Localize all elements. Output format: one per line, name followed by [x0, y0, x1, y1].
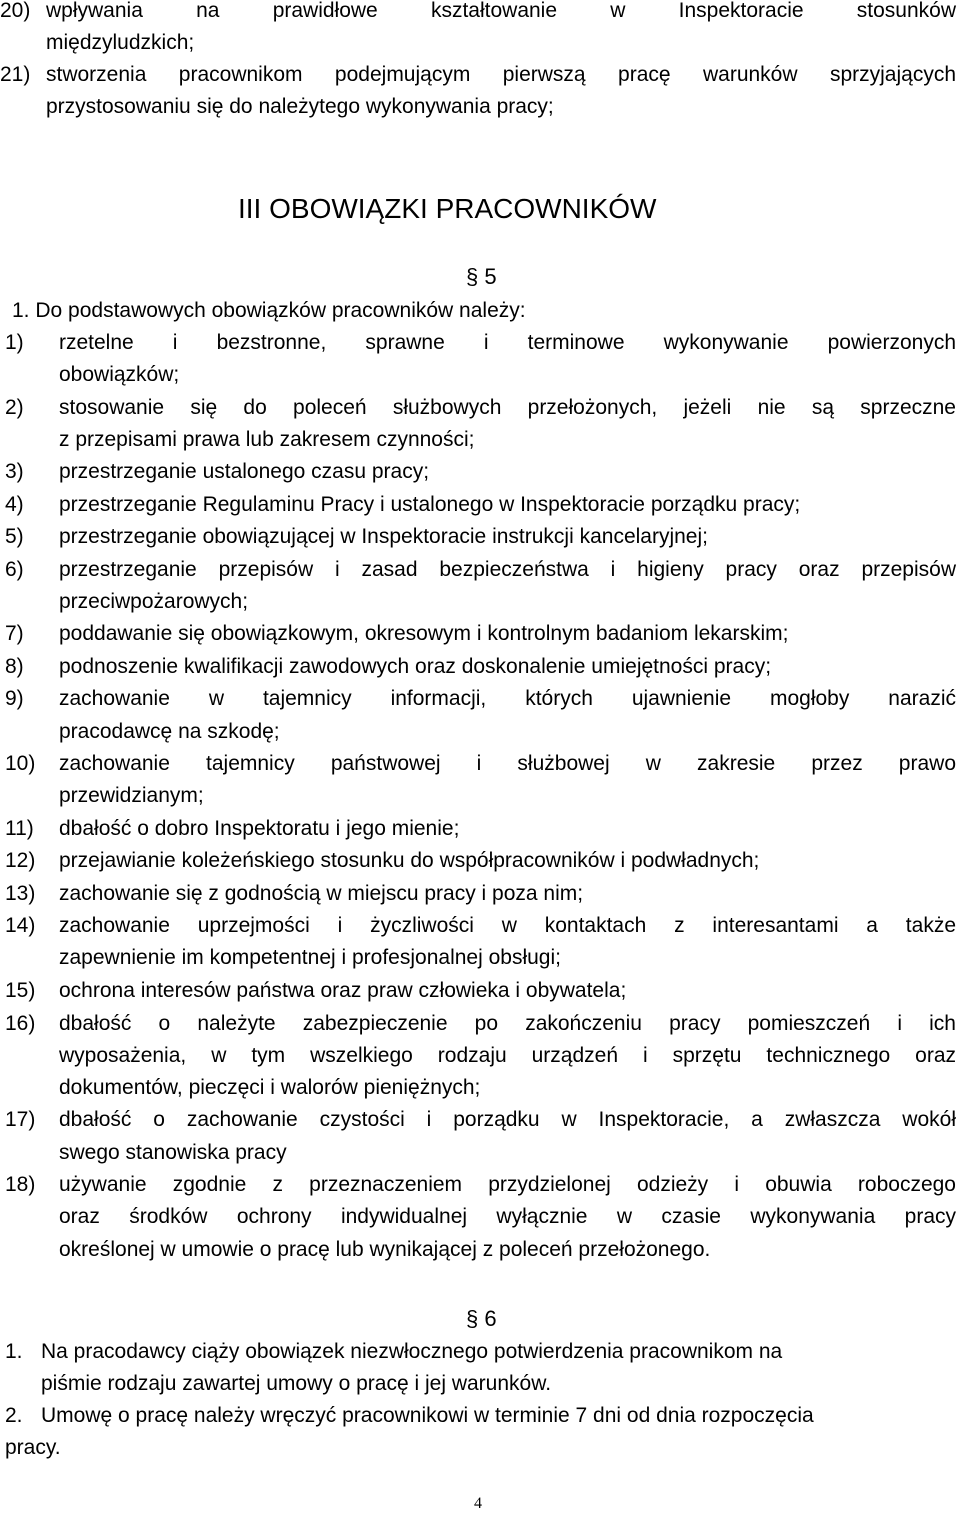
- item-number: 15): [5, 979, 36, 1002]
- item-text-line: przeciwpożarowych;: [59, 590, 249, 613]
- item-text-line: rzetelne i bezstronne, sprawne i terminowe wykonywanie powierzonych: [59, 331, 956, 354]
- item-number: 8): [5, 655, 24, 678]
- item-number: 20): [0, 0, 31, 22]
- item-text-line: dbałość o zachowanie czystości i porządku w Inspektoracie, a zwłaszcza wokół: [59, 1108, 956, 1131]
- item-number: 12): [5, 849, 36, 872]
- item-number: 14): [5, 914, 36, 937]
- item-text-line: z przepisami prawa lub zakresem czynności;: [59, 428, 475, 451]
- item-text-line: swego stanowiska pracy: [59, 1141, 287, 1164]
- item-text-line: przestrzeganie Regulaminu Pracy i ustalonego w Inspektoracie porządku pracy;: [59, 493, 801, 516]
- item-text-line: wyposażenia, w tym wszelkiego rodzaju urządzeń i sprzętu technicznego oraz: [59, 1044, 956, 1067]
- item-text-line: zapewnienie im kompetentnej i profesjonalnej obsługi;: [59, 946, 561, 969]
- item-text-line: wpływania na prawidłowe kształtowanie w Inspektoracie stosunków: [46, 0, 956, 22]
- item-text-line: międzyludzkich;: [46, 31, 195, 54]
- item-text-line: Na pracodawcy ciąży obowiązek niezwłocznego potwierdzenia pracownikom na: [41, 1340, 783, 1363]
- item-text-line: obowiązków;: [59, 363, 180, 386]
- item-number: 6): [5, 558, 24, 581]
- item-text-line: przestrzeganie obowiązującej w Inspektoracie instrukcji kancelaryjnej;: [59, 525, 708, 548]
- item-number: 10): [5, 752, 36, 775]
- item-text-line: przestrzeganie ustalonego czasu pracy;: [59, 460, 430, 483]
- section-heading: III OBOWIĄZKI PRACOWNIKÓW: [238, 193, 657, 224]
- item-text-line: stworzenia pracownikom podejmującym pierwszą pracę warunków sprzyjających: [46, 63, 956, 86]
- item-text-line: piśmie rodzaju zawartej umowy o pracę i jej warunków.: [41, 1372, 552, 1395]
- item-text-line: dbałość o należyte zabezpieczenie po zakończeniu pracy pomieszczeń i ich: [59, 1012, 956, 1035]
- item-text-line: używanie zgodnie z przeznaczeniem przydzielonej odzieży i obuwia roboczego: [59, 1173, 956, 1196]
- item-text-line: dbałość o dobro Inspektoratu i jego mienie;: [59, 817, 460, 840]
- item-text-line: Umowę o pracę należy wręczyć pracownikowi w terminie 7 dni od dnia rozpoczęcia: [41, 1404, 814, 1427]
- item-number: 1): [5, 331, 24, 354]
- item-text-line: pracy.: [5, 1436, 61, 1459]
- item-text-line: określonej w umowie o pracę lub wynikającej z poleceń przełożonego.: [59, 1238, 711, 1261]
- item-number: 5): [5, 525, 24, 548]
- item-text-line: przejawianie koleżeńskiego stosunku do współpracowników i podwładnych;: [59, 849, 760, 872]
- item-text-line: stosowanie się do poleceń służbowych przełożonych, jeżeli nie są sprzeczne: [59, 396, 956, 419]
- item-text-line: zachowanie tajemnicy państwowej i służbowej w zakresie przez prawo: [59, 752, 956, 775]
- item-number: 16): [5, 1012, 36, 1035]
- item-number: 9): [5, 687, 24, 710]
- item-text-line: zachowanie w tajemnicy informacji, których ujawnienie mogłoby narazić: [59, 687, 956, 710]
- item-text-line: dokumentów, pieczęci i walorów pieniężnych;: [59, 1076, 481, 1099]
- paragraph-symbol: § 6: [466, 1306, 497, 1331]
- paragraph-intro: 1. Do podstawowych obowiązków pracowników należy:: [12, 299, 526, 322]
- item-number: 13): [5, 882, 36, 905]
- item-number: 11): [5, 817, 34, 840]
- item-text-line: oraz środków ochrony indywidualnej wyłącznie w czasie wykonywania pracy: [59, 1205, 956, 1228]
- item-number: 3): [5, 460, 24, 483]
- item-text-line: zachowanie się z godnością w miejscu pracy i poza nim;: [59, 882, 584, 905]
- item-number: 17): [5, 1108, 36, 1131]
- item-number: 21): [0, 63, 31, 86]
- item-number: 18): [5, 1173, 36, 1196]
- item-text-line: podnoszenie kwalifikacji zawodowych oraz doskonalenie umiejętności pracy;: [59, 655, 772, 678]
- item-text-line: pracodawcę na szkodę;: [59, 720, 280, 743]
- item-number: 4): [5, 493, 24, 516]
- item-text-line: zachowanie uprzejmości i życzliwości w kontaktach z interesantami a także: [59, 914, 956, 937]
- page-number: 4: [474, 1495, 482, 1512]
- item-text-line: przewidzianym;: [59, 784, 204, 807]
- item-number: 7): [5, 622, 24, 645]
- item-number: 1.: [5, 1340, 23, 1363]
- paragraph-symbol: § 5: [466, 264, 497, 289]
- item-number: 2.: [5, 1404, 23, 1427]
- item-number: 2): [5, 396, 24, 419]
- item-text-line: przestrzeganie przepisów i zasad bezpieczeństwa i higieny pracy oraz przepisów: [59, 558, 956, 581]
- item-text-line: ochrona interesów państwa oraz praw człowieka i obywatela;: [59, 979, 627, 1002]
- item-text-line: poddawanie się obowiązkowym, okresowym i kontrolnym badaniom lekarskim;: [59, 622, 789, 645]
- item-text-line: przystosowaniu się do należytego wykonywania pracy;: [46, 95, 554, 118]
